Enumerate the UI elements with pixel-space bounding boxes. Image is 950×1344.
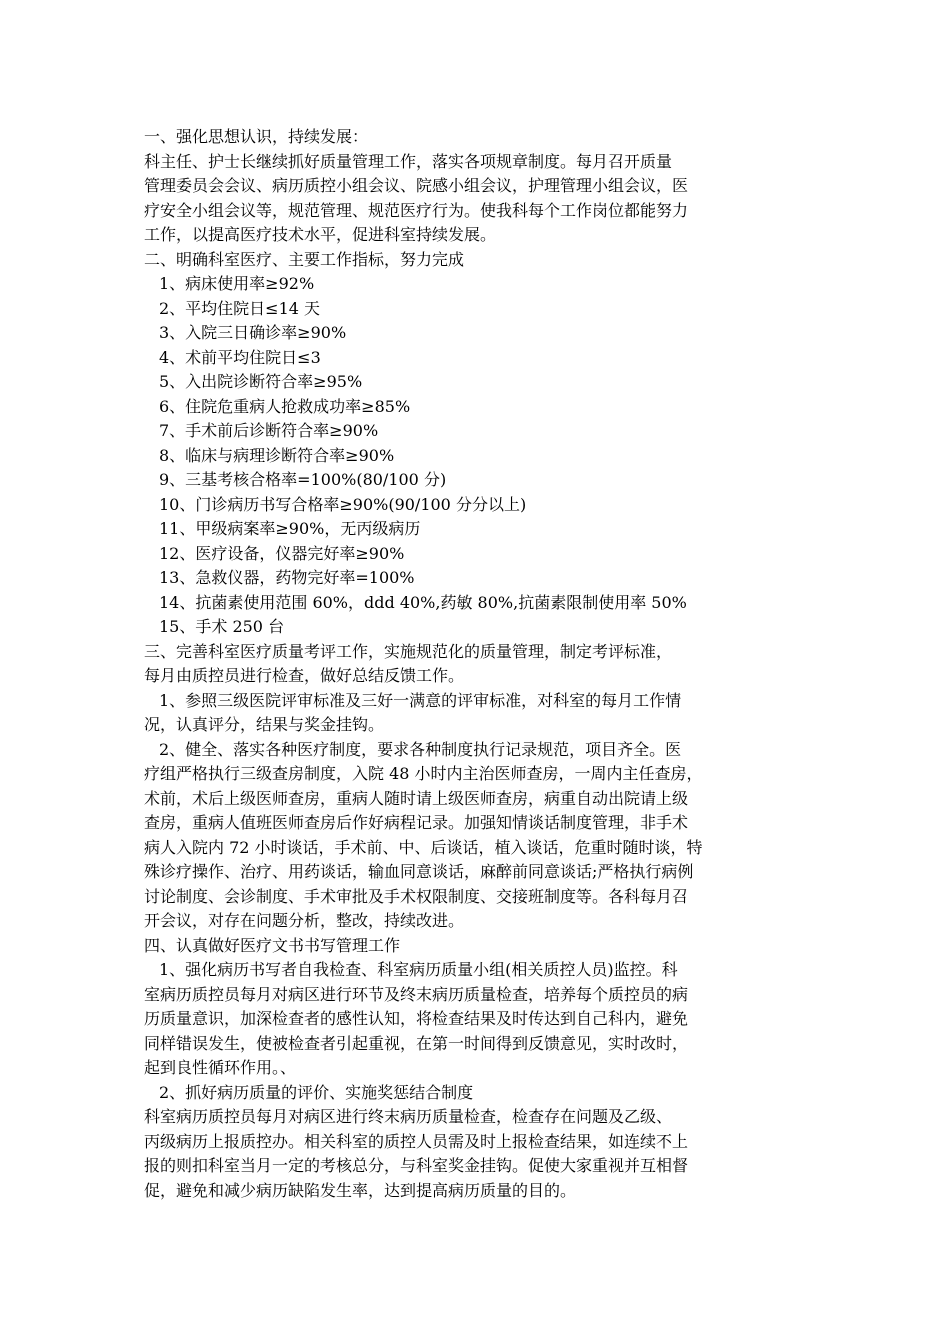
text-line: 6、住院危重病人抢救成功率≥85% [159, 396, 411, 416]
text-line: 殊诊疗操作、治疗、用药谈话，输血同意谈话，麻醉前同意谈话;严格执行病例 [144, 862, 694, 881]
text-line: 1、病床使用率≥92% [159, 274, 315, 293]
text-line: 9、三基考核合格率=100%(80/100 分) [159, 470, 447, 489]
text-line: 管理委员会会议、病历质控小组会议、院感小组会议，护理管理小组会议，医 [144, 176, 689, 195]
text-line: 1、强化病历书写者自我检查、科室病历质量小组(相关质控人员)监控。科 [159, 960, 678, 979]
text-line: 2、平均住院日≤14 天 [159, 298, 321, 318]
text-line: 疗组严格执行三级查房制度，入院 48 小时内主治医师查房，一周内主任查房， [144, 764, 703, 783]
text-line: 12、医疗设备，仪器完好率≥90% [159, 543, 405, 563]
text-line: 10、门诊病历书写合格率≥90%(90/100 分分以上) [159, 494, 527, 514]
text-line: 一、强化思想认识，持续发展： [144, 127, 369, 146]
text-line: 7、手术前后诊断符合率≥90% [159, 421, 379, 440]
text-line: 11、甲级病案率≥90%，无丙级病历 [159, 519, 421, 538]
document-body [144, 125, 816, 1203]
text-line: 开会议，对存在问题分析，整改，持续改进。 [144, 911, 465, 930]
text-line: 查房，重病人值班医师查房后作好病程记录。加强知情谈话制度管理，非手术 [144, 813, 689, 832]
text-line: 5、入出院诊断符合率≥95% [159, 372, 363, 391]
text-line: 同样错误发生，使被检查者引起重视，在第一时间得到反馈意见，实时改时， [144, 1033, 689, 1053]
text-line: 室病历质控员每月对病区进行环节及终末病历质量检查，培养每个质控员的病 [144, 984, 689, 1004]
text-line: 疗安全小组会议等，规范管理、规范医疗行为。使我科每个工作岗位都能努力 [144, 200, 689, 220]
text-line: 14、抗菌素使用范围 60%，ddd 40%,药敏 80%,抗菌素限制使用率 50% [159, 592, 687, 612]
text-line: 8、临床与病理诊断符合率≥90% [159, 445, 395, 465]
text-line: 13、急救仪器，药物完好率=100% [159, 568, 415, 587]
text-line: 三、完善科室医疗质量考评工作，实施规范化的质量管理，制定考评标准， [144, 641, 673, 661]
text-line: 2、抓好病历质量的评价、实施奖惩结合制度 [159, 1082, 474, 1102]
text-line: 1、参照三级医院评审标准及三好一满意的评审标准，对科室的每月工作情 [159, 690, 682, 710]
text-line: 科室病历质控员每月对病区进行终末病历质量检查，检查存在问题及乙级、 [144, 1107, 673, 1126]
text-line: 术前，术后上级医师查房，重病人随时请上级医师查房，病重自动出院请上级 [144, 788, 689, 808]
text-line: 历质量意识，加深检查者的感性认知，将检查结果及时传达到自己科内，避免 [144, 1009, 689, 1028]
text-line: 况，认真评分，结果与奖金挂钩。 [144, 715, 385, 734]
text-line: 每月由质控员进行检查，做好总结反馈工作。 [144, 666, 465, 685]
text-line: 病人入院内 72 小时谈话，手术前、中、后谈话，植入谈话，危重时随时谈，特 [144, 837, 703, 857]
text-line: 2、健全、落实各种医疗制度，要求各种制度执行记录规范，项目齐全。医 [159, 739, 682, 759]
text-line: 15、手术 250 台 [159, 617, 285, 636]
text-line: 促，避免和减少病历缺陷发生率，达到提高病历质量的目的。 [144, 1180, 577, 1200]
text-line: 科主任、护士长继续抓好质量管理工作，落实各项规章制度。每月召开质量 [144, 151, 673, 171]
text-line: 起到良性循环作用。、 [144, 1058, 297, 1077]
text-line: 报的则扣科室当月一定的考核总分，与科室奖金挂钩。促使大家重视并互相督 [144, 1156, 689, 1175]
text-line: 丙级病历上报质控办。相关科室的质控人员需及时上报检查结果，如连续不上 [144, 1131, 689, 1151]
text-line: 工作，以提高医疗技术水平，促进科室持续发展。 [144, 225, 497, 244]
text-line: 讨论制度、会诊制度、手术审批及手术权限制度、交接班制度等。各科每月召 [144, 886, 689, 906]
text-line: 3、入院三日确诊率≥90% [159, 323, 347, 342]
text-line: 4、术前平均住院日≤3 [159, 347, 321, 367]
text-line: 二、明确科室医疗、主要工作指标，努力完成 [144, 249, 465, 269]
text-line: 四、认真做好医疗文书书写管理工作 [144, 935, 401, 955]
